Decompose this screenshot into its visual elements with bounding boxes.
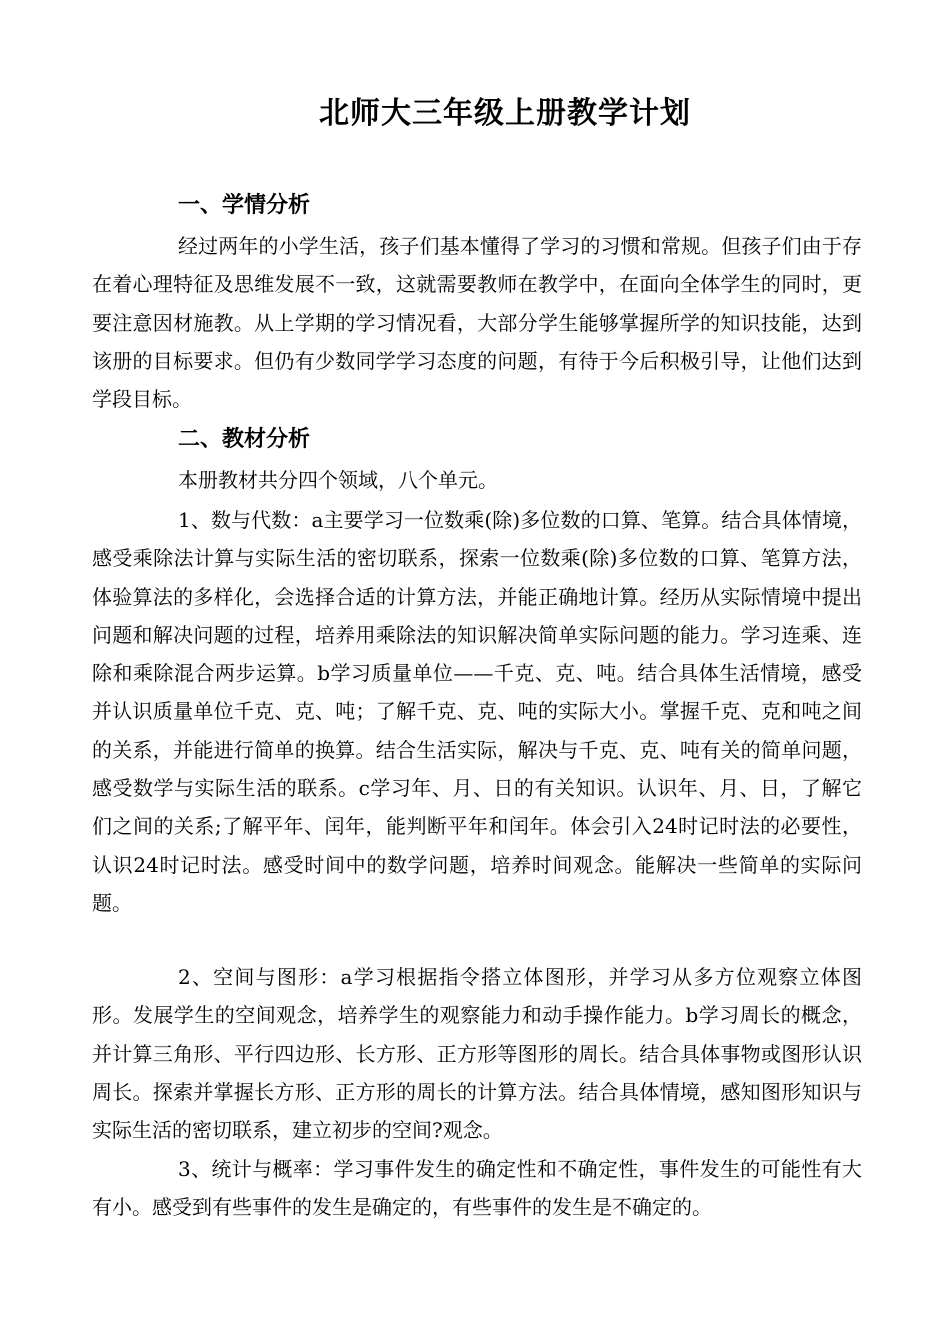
paragraph-statistics-probability: 3、统计与概率：学习事件发生的确定性和不确定性，事件发生的可能性有大有小。感受到有些事件的发生是确定的，有些事件的发生是不确定的。 [92, 1157, 862, 1220]
paragraph-number-algebra: 1、数与代数：a主要学习一位数乘(除)多位数的口算、笔算。结合具体情境，感受乘除法计算与实际生活的密切联系，探索一位数乘(除)多位数的口算、笔算方法，体验算法的多样化，会选择合适的计算方法，并能正确地计算。经历从实际情境中提出问题和解决问题的过程，培养用乘除法的知识解决简单实际问题的能力。学习连乘、连除和乘除混合两步运算。b学习质量单位——千克、克、吨。结合具体生活情境，感受并认识质量单位千克、克、吨；了解千克、克、吨的实际大小。掌握千克、克和吨之间的关系，并能进行简单的换算。结合生活实际，解决与千克、克、吨有关的简单问题，感受数学与实际生活的联系。c学习年、月、日的有关知识。认识年、月、日，了解它们之间的关系;了解平年、闰年，能判断平年和闰年。体会引入24时记时法的必要性，认识24时记时法。感受时间中的数学问题，培养时间观念。能解决一些简单的实际问题。 [92, 508, 862, 915]
section-heading-student-analysis: 一、学情分析 [178, 193, 311, 218]
paragraph-student-analysis: 经过两年的小学生活，孩子们基本懂得了学习的习惯和常规。但孩子们由于存在着心理特征及思维发展不一致，这就需要教师在教学中，在面向全体学生的同时，更要注意因材施教。从上学期的学习情况看，大部分学生能够掌握所学的知识技能，达到该册的目标要求。但仍有少数同学学习态度的问题，有待于今后积极引导，让他们达到学段目标。 [92, 234, 862, 412]
paragraph-textbook-intro: 本册教材共分四个领域，八个单元。 [178, 468, 498, 492]
document-title: 北师大三年级上册教学计划 [319, 96, 691, 131]
section-heading-textbook-analysis: 二、教材分析 [178, 427, 311, 452]
paragraph-space-shape: 2、空间与图形：a学习根据指令搭立体图形，并学习从多方位观察立体图形。发展学生的空间观念，培养学生的观察能力和动手操作能力。b学习周长的概念，并计算三角形、平行四边形、长方形、正方形等图形的周长。结合具体事物或图形认识周长。探索并掌握长方形、正方形的周长的计算方法。结合具体情境，感知图形知识与实际生活的密切联系，建立初步的空间?观念。 [92, 965, 862, 1143]
